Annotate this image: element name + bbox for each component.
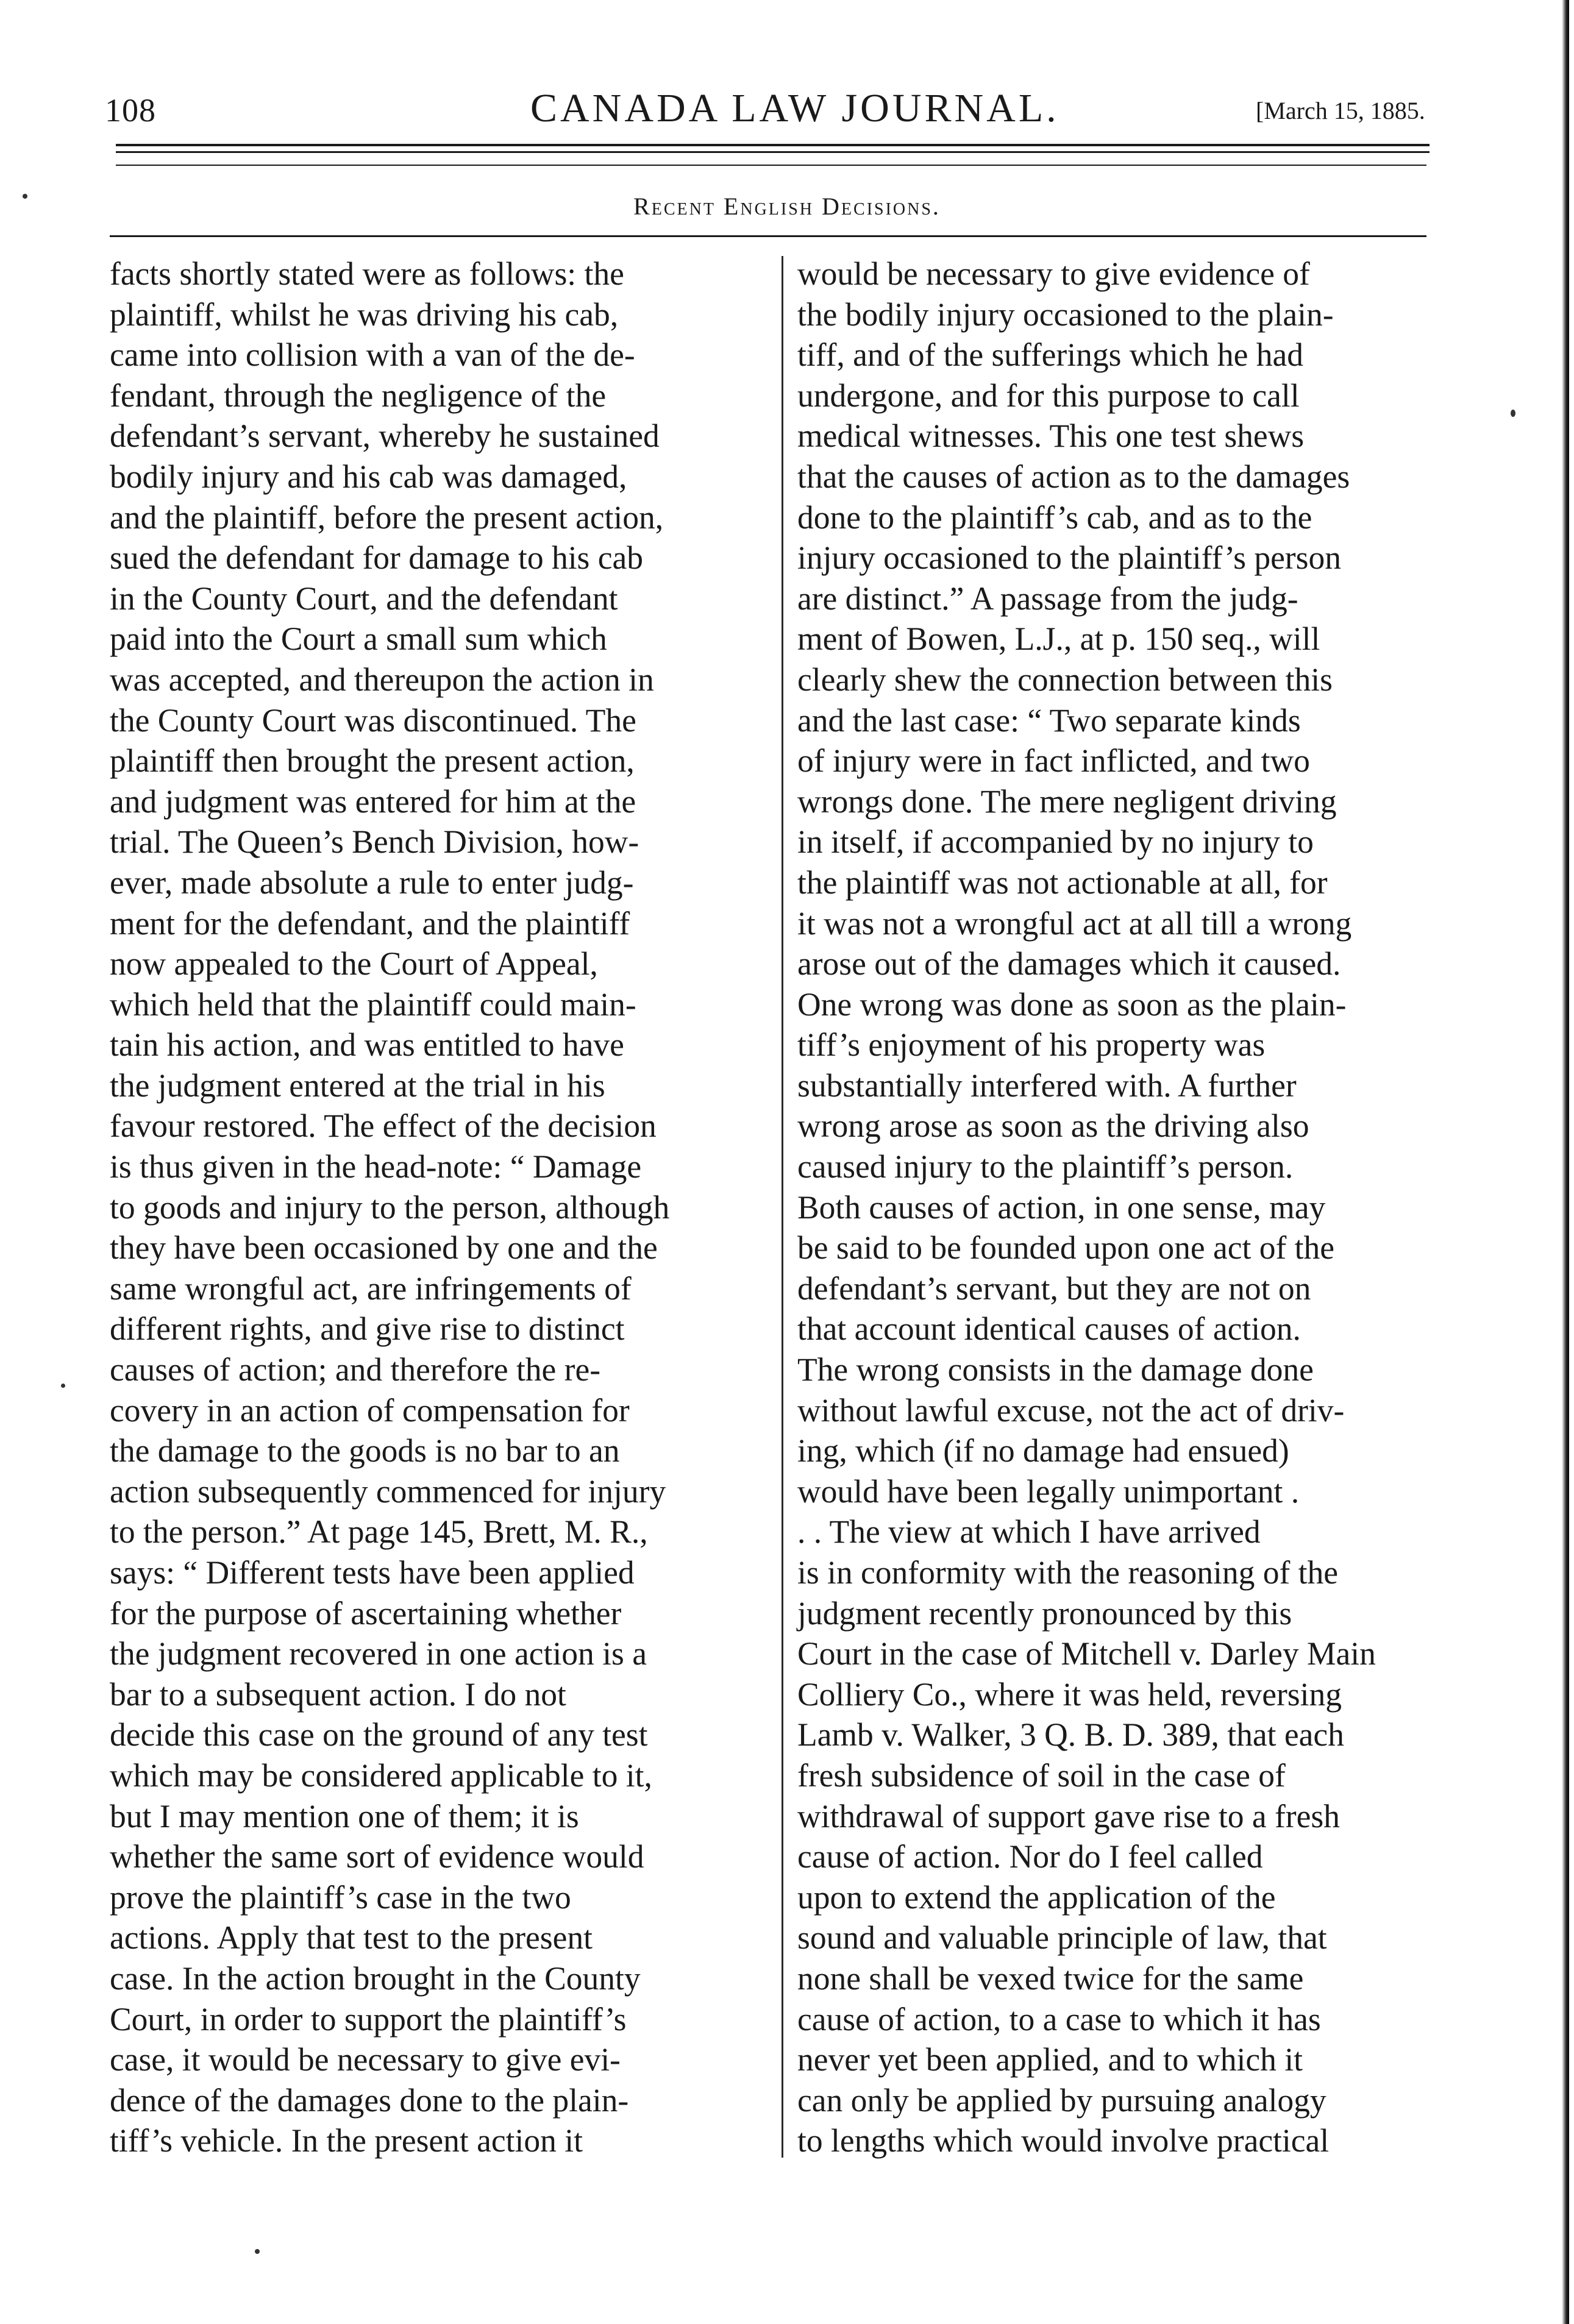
text-line: the plaintiff was not actionable at all, for (797, 864, 1328, 901)
text-line: clearly shew the connection between this (797, 661, 1333, 698)
text-line: the bodily injury occasioned to the plain- (797, 296, 1334, 333)
text-line: same wrongful act, are infringements of (110, 1270, 632, 1307)
text-line: cause of action, to a case to which it has (797, 2000, 1321, 2038)
text-line: they have been occasioned by one and the (110, 1229, 658, 1267)
text-line: tiff’s vehicle. In the present action it (110, 2122, 583, 2159)
text-line: upon to extend the application of the (797, 1878, 1276, 1916)
ink-fleck (1511, 410, 1515, 417)
text-line: bodily injury and his cab was damaged, (110, 458, 627, 495)
text-line: but I may mention one of them; it is (110, 1797, 579, 1835)
column-divider (782, 256, 783, 2158)
text-line: facts shortly stated were as follows: the (110, 255, 624, 292)
text-line: trial. The Queen’s Bench Division, how- (110, 823, 639, 861)
text-line: Colliery Co., where it was held, reversing (797, 1675, 1342, 1713)
text-line: it was not a wrongful act at all till a wrong (797, 904, 1352, 942)
text-line: causes of action; and therefore the re- (110, 1351, 601, 1388)
text-line: favour restored. The effect of the decision (110, 1107, 657, 1145)
text-line: injury occasioned to the plaintiff’s person (797, 539, 1341, 577)
text-line: the judgment entered at the trial in his (110, 1067, 605, 1104)
text-line: be said to be founded upon one act of the (797, 1229, 1334, 1267)
text-line: and judgment was entered for him at the (110, 783, 636, 820)
text-line: wrongs done. The mere negligent driving (797, 783, 1337, 820)
text-line: done to the plaintiff’s cab, and as to the (797, 499, 1312, 536)
text-line: action subsequently commenced for injury (110, 1473, 666, 1510)
text-line: wrong arose as soon as the driving also (797, 1107, 1309, 1145)
ink-fleck (23, 194, 27, 199)
text-line: are distinct.” A passage from the judg- (797, 580, 1298, 617)
text-line: ever, made absolute a rule to enter judg- (110, 864, 634, 901)
text-line: for the purpose of ascertaining whether (110, 1594, 622, 1632)
ink-fleck (61, 1384, 65, 1388)
text-line: medical witnesses. This one test shews (797, 418, 1305, 455)
text-line: to lengths which would involve practical (797, 2122, 1330, 2159)
text-line: tiff’s enjoyment of his property was (797, 1026, 1266, 1064)
header-rule-thin (116, 165, 1426, 166)
text-line: ing, which (if no damage had ensued) (797, 1432, 1289, 1469)
text-line: dence of the damages done to the plain- (110, 2081, 629, 2119)
ink-fleck (255, 2249, 260, 2254)
text-line: substantially interfered with. A further (797, 1067, 1297, 1104)
text-line: covery in an action of compensation for (110, 1391, 630, 1429)
text-line: tain his action, and was entitled to have (110, 1026, 624, 1064)
text-line: sound and valuable principle of law, that (797, 1919, 1327, 1956)
text-line: that the causes of action as to the damages (797, 458, 1350, 495)
text-line: and the last case: “ Two separate kinds (797, 702, 1301, 739)
text-line: ment of Bowen, L.J., at p. 150 seq., will (797, 620, 1320, 658)
text-line: undergone, and for this purpose to call (797, 377, 1300, 414)
text-line: in the County Court, and the defendant (110, 580, 618, 617)
left-column (110, 254, 774, 2161)
text-line: which held that the plaintiff could main- (110, 986, 636, 1023)
text-line: can only be applied by pursuing analogy (797, 2081, 1327, 2119)
text-line: ment for the defendant, and the plaintiff (110, 904, 630, 942)
text-line: came into collision with a van of the de- (110, 336, 635, 374)
text-line: prove the plaintiff’s case in the two (110, 1878, 571, 1916)
text-line: The wrong consists in the damage done (797, 1351, 1314, 1388)
text-line: bar to a subsequent action. I do not (110, 1675, 566, 1713)
text-line: whether the same sort of evidence would (110, 1838, 644, 1875)
text-line: is thus given in the head-note: “ Damage (110, 1148, 642, 1185)
text-line: to the person.” At page 145, Brett, M. R., (110, 1513, 648, 1551)
text-line: the judgment recovered in one action is a (110, 1635, 647, 1672)
text-line: defendant’s servant, whereby he sustained (110, 418, 660, 455)
text-line: . . The view at which I have arrived (797, 1513, 1261, 1551)
text-line: fendant, through the negligence of the (110, 377, 607, 414)
text-line: Both causes of action, in one sense, may (797, 1189, 1326, 1226)
text-line: arose out of the damages which it caused. (797, 945, 1341, 983)
text-line: decide this case on the ground of any test (110, 1716, 648, 1754)
text-line: never yet been applied, and to which it (797, 2041, 1303, 2078)
text-line: plaintiff then brought the present action, (110, 742, 635, 780)
journal-title: CANADA LAW JOURNAL. (530, 86, 1059, 130)
issue-date: [March 15, 1885. (1256, 97, 1425, 124)
text-line: case, it would be necessary to give evi- (110, 2041, 621, 2078)
text-line: is in conformity with the reasoning of the (797, 1554, 1339, 1591)
text-line: cause of action. Nor do I feel called (797, 1838, 1263, 1875)
right-column (797, 254, 1467, 2161)
text-line: Lamb v. Walker, 3 Q. B. D. 389, that each (797, 1716, 1344, 1754)
page-number: 108 (105, 92, 156, 129)
text-line: none shall be vexed twice for the same (797, 1960, 1304, 1997)
text-line: Court in the case of Mitchell v. Darley Main (797, 1635, 1376, 1672)
section-rule (110, 235, 1426, 237)
text-line: without lawful excuse, not the act of driv- (797, 1391, 1345, 1429)
text-line: Court, in order to support the plaintiff’s (110, 2000, 627, 2038)
text-line: plaintiff, whilst he was driving his cab, (110, 296, 619, 333)
text-line: now appealed to the Court of Appeal, (110, 945, 598, 983)
header-rule-bottom (116, 151, 1430, 153)
text-line: would be necessary to give evidence of (797, 255, 1310, 292)
text-line: says: “ Different tests have been applied (110, 1554, 635, 1591)
text-line: to goods and injury to the person, although (110, 1189, 670, 1226)
text-line: and the plaintiff, before the present action, (110, 499, 664, 536)
text-line: the County Court was discontinued. The (110, 702, 636, 739)
text-line: different rights, and give rise to distinct (110, 1310, 625, 1348)
text-line: One wrong was done as soon as the plain- (797, 986, 1347, 1023)
text-line: actions. Apply that test to the present (110, 1919, 593, 1956)
text-line: that account identical causes of action. (797, 1310, 1301, 1348)
text-line: withdrawal of support gave rise to a fresh (797, 1797, 1340, 1835)
text-line: caused injury to the plaintiff’s person. (797, 1148, 1294, 1185)
page-edge-shadow (1562, 0, 1569, 2324)
text-line: judgment recently pronounced by this (797, 1594, 1292, 1632)
text-line: case. In the action brought in the County (110, 1960, 641, 1997)
text-line: fresh subsidence of soil in the case of (797, 1757, 1286, 1794)
text-line: in itself, if accompanied by no injury to (797, 823, 1314, 861)
section-title: Recent English Decisions. (633, 193, 941, 220)
text-line: defendant’s servant, but they are not on (797, 1270, 1311, 1307)
text-line: tiff, and of the sufferings which he had (797, 336, 1304, 374)
text-line: paid into the Court a small sum which (110, 620, 607, 658)
text-line: would have been legally unimportant . (797, 1473, 1300, 1510)
text-line: the damage to the goods is no bar to an (110, 1432, 620, 1469)
text-line: which may be considered applicable to it, (110, 1757, 652, 1794)
text-line: was accepted, and thereupon the action in (110, 661, 654, 698)
header-rule-top (116, 144, 1430, 146)
text-line: of injury were in fact inflicted, and two (797, 742, 1310, 780)
text-line: sued the defendant for damage to his cab (110, 539, 643, 577)
